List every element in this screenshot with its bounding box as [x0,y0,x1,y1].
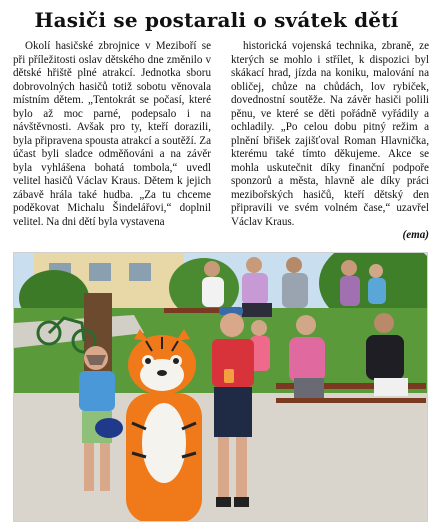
article-photo [13,252,428,522]
photo-illustration [14,253,428,522]
article-paragraph-right: historická vojenská technika, zbraně, ze kterých se mohlo i střílet, k dispozici byl skákací hrad, jízda na koniku, malování na obličej, chůze na chůdách, lov rybiček, dovednostní soutěže. Na závěr hasiči polili pěnu, ve které se děti pořádně vyřádily a ochladily. „Po celou dobu pitný režim a plnění břišek zajišťoval Roman Hlavnička, kterému také tímto děkujeme. Akce se mohla uskutečnit díky finanční podpoře sponzorů a města, hlavně ale díky práci mezibořských hasičů, kteří dětský den připravili ve svém volném čase,“ uzavřel Václav Kraus. [231,40,429,228]
article-paragraph-left: Okolí hasičské zbrojnice v Meziboří se při příležitosti oslav dětského dne změnilo v dětské hřiště plné atrakcí. Jednotka sboru dobrovolných hasičů totiž sobotu věnovala místním dětem. „Tentokrát se počasí, které bylo až moc parné, podepsalo i na návštěvnosti. Avšak pro ty, kteří dorazili, byla připravena spousta atrakcí a soutěží. Za účast byli sladce odměňováni a na závěr byla vyhlášena bohatá tombola,“ uvedl velitel hasičů Václav Kraus. Dětem k jejich zábavě hrála také hudba. „Za tu chceme poděkovat Michalu Šindelářovi,“ doplnil velitel. Na dni dětí byla vystavena [13,40,211,228]
photo-tiger-mascot [126,329,202,522]
article-byline: (ema) [402,229,429,241]
article-column-right [231,40,429,243]
article-title: Hasiči se postarali o svátek dětí [34,8,399,32]
article-column-left [13,40,211,229]
